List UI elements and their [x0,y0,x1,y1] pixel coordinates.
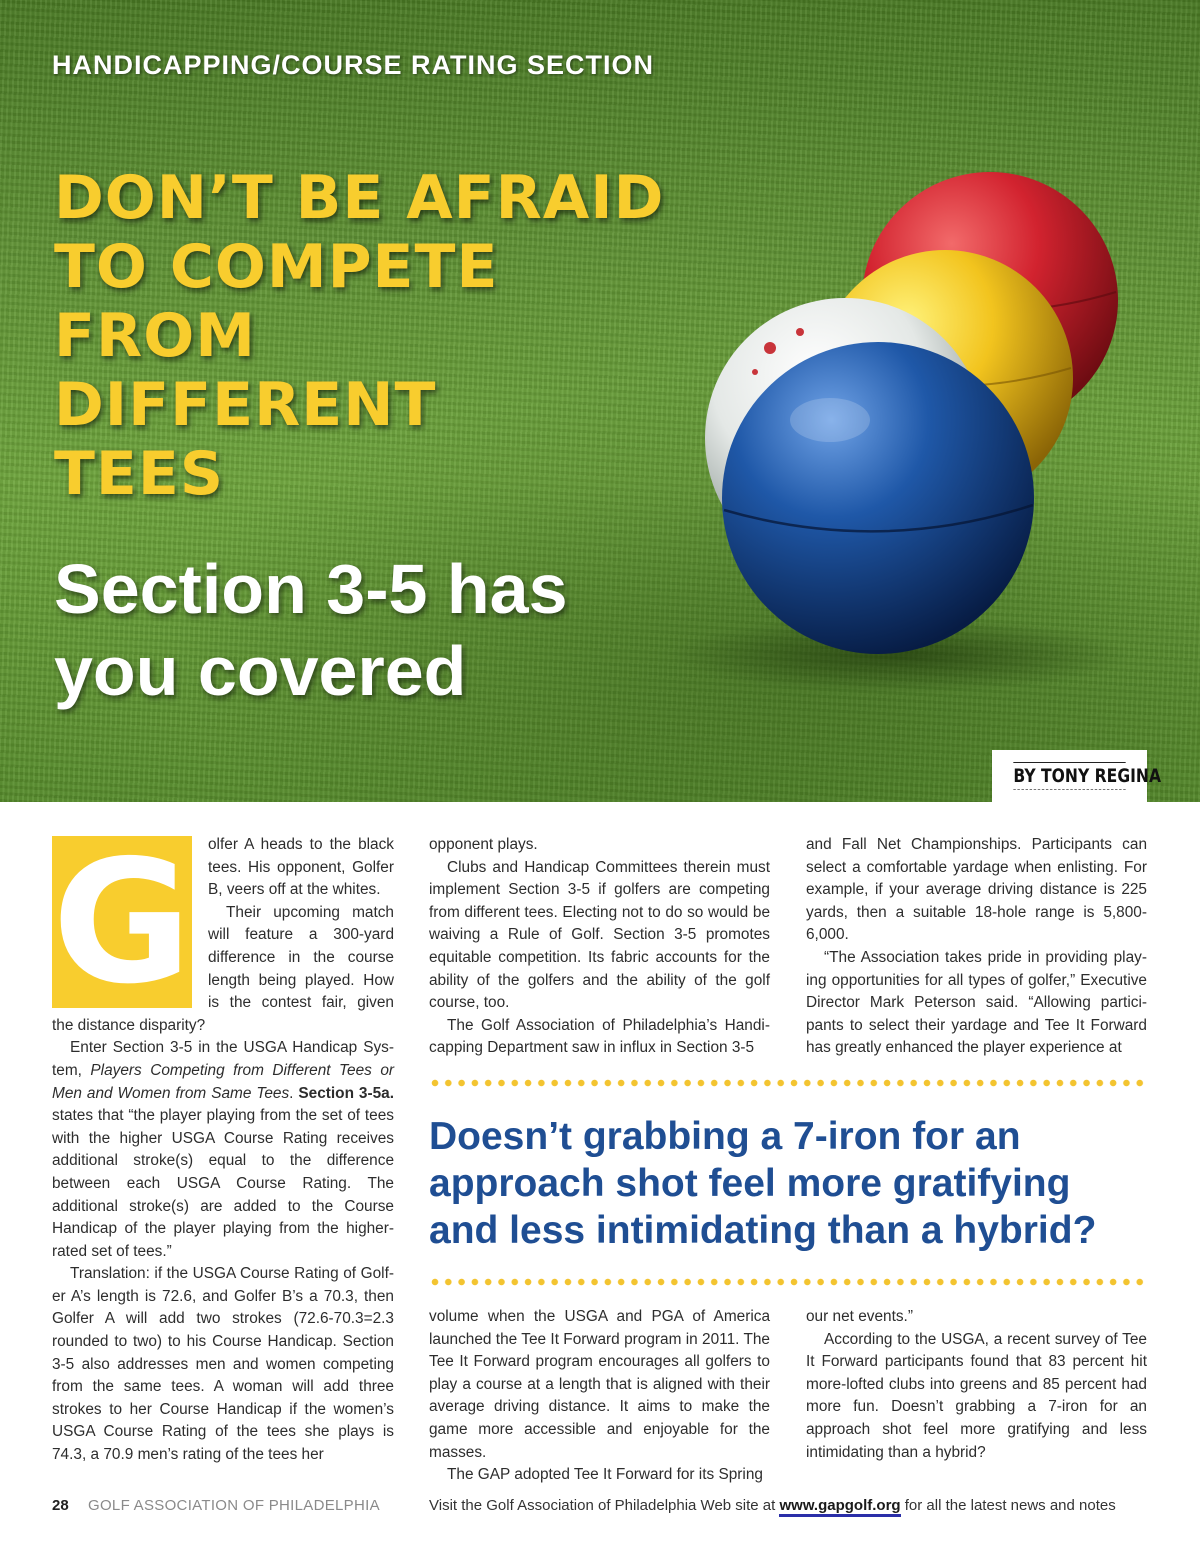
subheadline [54,548,568,712]
paragraph: and Fall Net Championships. Participants can select a comfortable yardage when enlisting. For example, if your average driving distance is 225 yards, then a suitable 18-hole range is 5,800-6,000. [806,836,1147,944]
paragraph: Translation: if the USGA Course Rating of Golfer A’s length is 72.6, and Golfer B’s a 70.3, then Golfer A will add two strokes (72.6-70.3=2.3 rounded to two) to his Course Handicap. Section 3-5 also addresses men and women competing from the same tees. A woman will add three strokes to her Course Handicap if the women’s USGA Course Rating of the tees she plays is 74.3, a 70.9 men’s rating of the tees her [52,1265,394,1464]
page-number: 28 [52,1497,69,1514]
pull-quote [429,1113,1159,1254]
dotted-rule [431,1278,1147,1286]
paragraph: olfer A heads to the black tees. His opponent, Golfer B, veers off at the whites. [208,836,394,899]
footer-text: for all the latest news and notes [900,1497,1116,1514]
headline-line: DIFFERENT [54,370,437,440]
white-ball-paint-chip [796,328,804,336]
text-run: states that “the player playing from the set of tees with the higher USGA Course Rating receives additional stroke(s) equal to the difference between each USGA Course Rating. The additional stroke(s) are added to the Course Handicap of the player playing from the higher-rated set of tees.” [52,1107,394,1260]
text-run: Enter Section 3-5 in the USGA Handicap System, [52,1039,394,1079]
white-ball-paint-chip [752,369,758,375]
pull-quote-line: approach shot feel more gratifying [429,1162,1071,1205]
text-run: . [289,1084,299,1102]
headline-line: TEES [54,439,225,509]
paragraph: volume when the USGA and PGA of America launched the Tee It Forward program in 2011. The Tee It Forward program encourages all golfers to play a course at a length that is aligned with their average driving distance. It aims to make the game more accessible and enjoyable for the masses. [429,1308,770,1461]
footer-text: Visit the Golf Association of Philadelphia Web site at [429,1497,780,1514]
subheadline-line: you covered [54,632,467,710]
paragraph: Their upcoming match will feature a 300-yard difference in the course length being played. How is the contest fair, given the distance disparity? [52,903,394,1034]
blue-ball-highlight [790,398,870,442]
publication-name: GOLF ASSOCIATION OF PHILADELPHIA [88,1497,380,1514]
headline-line: FROM [54,301,256,371]
paragraph: According to the USGA, a recent survey of Tee It Forward participants found that 83 percent hit more-lofted clubs into greens and 85 percent had more fun. Doesn’t grabbing a 7-iron for an approach shot feel more gratifying and less intimidating than a hybrid? [806,1330,1147,1461]
blue-ball [722,342,1034,654]
headline-line: TO COMPETE [54,232,499,302]
drop-cap [52,824,192,1022]
paragraph: our net events.” [806,1308,913,1325]
headline-line: DON’T BE AFRAID [54,163,665,233]
paragraph: Clubs and Handicap Committees therein must implement Section 3-5 if golfers are competing from different tees. Electing not to do so would be waiving a Rule of Golf. Section 3-5 promotes equitable competition. Its fabric accounts for the ability of the golfers and the ability of the golf course, too. [429,858,770,1012]
website-link[interactable]: www.gapgolf.org [779,1497,900,1517]
article-column-2-top [429,834,770,1060]
headline [54,164,664,509]
paragraph: “The Association takes pride in providing playing opportunities for all types of golfer,” Executive Director Mark Peterson said. “Allowing participants to select their yardage and Tee It Forward has greatly enhanced the player experience at [806,948,1147,1057]
dotted-rule [431,1079,1147,1087]
article-column-1 [52,824,395,1467]
article-column-2-bottom [429,1306,770,1487]
paragraph [52,1037,394,1263]
white-ball-paint-chip [764,342,776,354]
article-column-3-top [806,834,1147,1060]
section-kicker: HANDICAPPING/COURSE RATING SECTION [52,50,655,80]
paragraph: The GAP adopted Tee It Forward for its Spring [447,1466,763,1484]
byline: BY TONY REGINA [1013,762,1125,790]
subheadline-line: Section 3-5 has [54,550,568,628]
pull-quote-line: Doesn’t grabbing a 7-iron for an [429,1115,1021,1158]
footer-website-note [429,1497,1116,1514]
drop-cap-letter: G [52,824,192,1022]
bold-reference: Section 3-5a. [298,1084,395,1102]
italic-title: Players Competing from Different Tees or Men and Women from Same Tees [52,1061,394,1102]
byline-box [992,750,1162,802]
pull-quote-line: and less intimidating than a hybrid? [429,1209,1097,1252]
paragraph: The Golf Association of Philadelphia’s Handicapping Department saw in influx in Section 3-5 [429,1016,770,1057]
article-column-3-bottom [806,1306,1147,1464]
paragraph: opponent plays. [429,836,538,853]
